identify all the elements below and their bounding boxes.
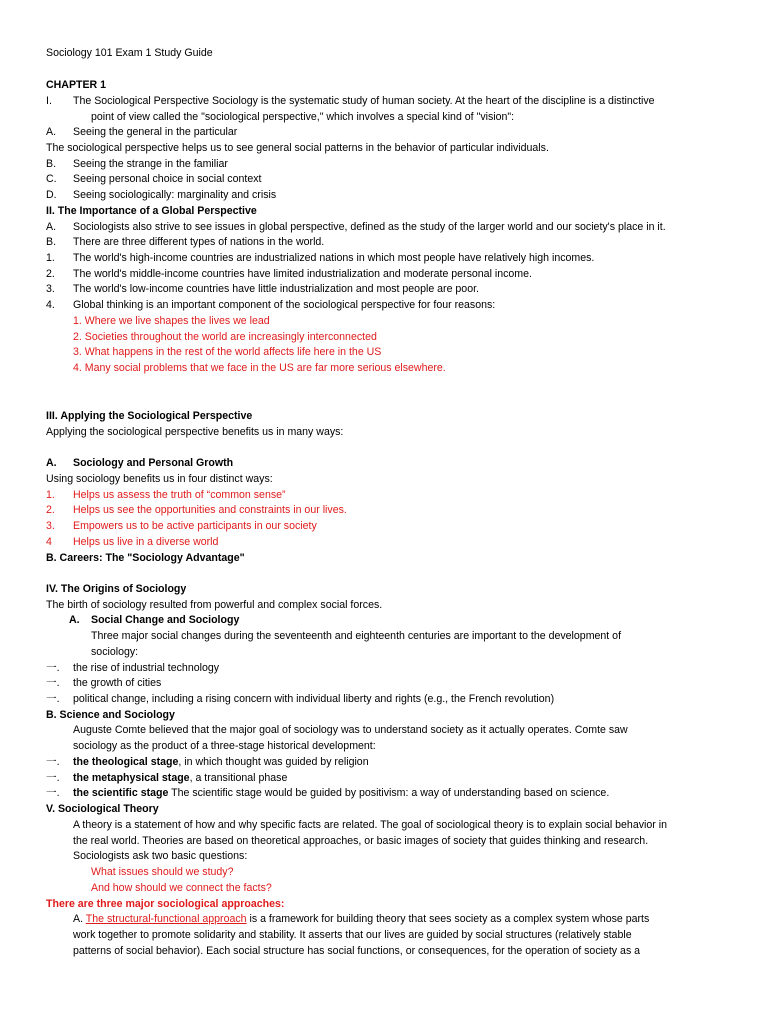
benefit-item xyxy=(46,519,732,535)
change-item xyxy=(46,692,732,708)
approaches-heading: There are three major sociological approaches: xyxy=(46,898,285,910)
section-4-intro: The birth of sociology resulted from powerful and complex social forces. xyxy=(46,599,383,611)
item-text: The world's middle-income countries have limited industrialization and moderate personal income. xyxy=(73,268,532,280)
careers-heading: B. Careers: The "Sociology Advantage" xyxy=(46,552,245,564)
stage-text: , in which thought was guided by religion xyxy=(178,756,369,768)
item-text: the rise of industrial technology xyxy=(73,662,220,674)
stage-item xyxy=(46,771,732,787)
list-marker: A. xyxy=(46,126,57,138)
item-text: Sociologists also strive to see issues in global perspective, defined as the study of the larger world and our society's place in it. xyxy=(73,221,666,233)
item-d-marginality xyxy=(46,188,732,204)
question-item: And how should we connect the facts? xyxy=(91,882,272,894)
list-marker: 4. xyxy=(46,299,55,311)
item-text: the growth of cities xyxy=(73,677,162,689)
list-marker: B. xyxy=(46,236,57,248)
stage-item xyxy=(46,755,732,771)
item-text: Seeing sociologically: marginality and crisis xyxy=(73,189,277,201)
stage-item xyxy=(46,786,732,802)
structural-functional-line-2: work together to promote solidarity and stability. It asserts that our lives are guided by social structures (relatively stable xyxy=(73,929,632,941)
list-marker: A. xyxy=(46,221,57,233)
list-marker: I. xyxy=(46,95,52,107)
list-marker: 3. xyxy=(46,283,55,295)
list-marker: A. xyxy=(46,457,57,469)
item-text: Seeing the strange in the familiar xyxy=(73,158,228,170)
item-a-general xyxy=(46,125,732,141)
list-marker: 2. xyxy=(46,504,55,516)
list-marker: 一. xyxy=(46,693,60,705)
stage-text: The scientific stage would be guided by positivism: a way of understanding based on science. xyxy=(168,787,610,799)
benefit-item xyxy=(46,535,732,551)
changes-text-1: Three major social changes during the seventeenth and eighteenth centuries are important to the development of xyxy=(91,630,622,642)
benefits-intro: Using sociology benefits us in four distinct ways: xyxy=(46,473,273,485)
theory-text-3: Sociologists ask two basic questions: xyxy=(73,850,248,862)
change-item xyxy=(46,661,732,677)
list-marker: 一. xyxy=(46,662,60,674)
section-1-text: The Sociological Perspective Sociology is the systematic study of human society. At the heart of the discipline is a distinctive xyxy=(73,95,655,107)
item-text: political change, including a rising concern with individual liberty and rights (e.g., the French revolution) xyxy=(73,693,555,705)
list-marker: 一. xyxy=(46,756,60,768)
section-2-heading: II. The Importance of a Global Perspective xyxy=(46,205,257,217)
change-item xyxy=(46,676,732,692)
document-title: Sociology 101 Exam 1 Study Guide xyxy=(46,47,213,59)
item-c-choice xyxy=(46,172,732,188)
list-marker: 1. xyxy=(46,489,55,501)
item-text: Seeing personal choice in social context xyxy=(73,173,262,185)
list-marker: 3. xyxy=(46,520,55,532)
list-marker: 2. xyxy=(46,268,55,280)
list-marker: 一. xyxy=(46,787,60,799)
structural-functional-text: is a framework for building theory that sees society as a complex system whose parts xyxy=(246,913,650,925)
general-patterns-text: The sociological perspective helps us to see general social patterns in the behavior of particular individuals. xyxy=(46,142,549,154)
item-1-high-income xyxy=(46,251,732,267)
section-1-line-2: point of view called the "sociological perspective," which involves a special kind of "vision": xyxy=(91,111,515,123)
list-marker: B. xyxy=(46,158,57,170)
item-text: There are three different types of nations in the world. xyxy=(73,236,325,248)
list-marker: 一. xyxy=(46,772,60,784)
reason-item: 4. Many social problems that we face in the US are far more serious elsewhere. xyxy=(73,362,446,374)
item-text: Seeing the general in the particular xyxy=(73,126,238,138)
list-marker: A. xyxy=(69,614,80,626)
section-1-line-1 xyxy=(46,94,732,110)
list-marker: D. xyxy=(46,189,57,201)
chapter-heading: CHAPTER 1 xyxy=(46,79,107,91)
item-b-nations xyxy=(46,235,732,251)
structural-functional-line-3: patterns of social behavior). Each social structure has social functions, or consequences, for the operation of society as a xyxy=(73,945,641,957)
theory-text-2: the real world. Theories are based on theoretical approaches, or basic images of society that guides thinking and research. xyxy=(73,835,649,847)
item-4-global-thinking xyxy=(46,298,732,314)
section-3-heading: III. Applying the Sociological Perspective xyxy=(46,410,253,422)
list-marker: 1. xyxy=(46,252,55,264)
item-b-strange xyxy=(46,157,732,173)
benefit-item xyxy=(46,503,732,519)
section-5-heading: V. Sociological Theory xyxy=(46,803,159,815)
changes-text-2: sociology: xyxy=(91,646,139,658)
item-text: The world's high-income countries are industrialized nations in which most people have relatively high incomes. xyxy=(73,252,595,264)
item-text: Social Change and Sociology xyxy=(91,614,240,626)
item-text: Helps us assess the truth of “common sense” xyxy=(73,489,286,501)
item-text: Sociology and Personal Growth xyxy=(73,457,234,469)
reason-item: 2. Societies throughout the world are increasingly interconnected xyxy=(73,331,377,343)
stage-name: the metaphysical stage xyxy=(73,772,190,784)
list-marker: C. xyxy=(46,173,57,185)
item-2-middle-income xyxy=(46,267,732,283)
item-a-global xyxy=(46,220,732,236)
comte-text-1: Auguste Comte believed that the major goal of sociology was to understand society as it actually operates. Comte saw xyxy=(73,724,628,736)
question-item: What issues should we study? xyxy=(91,866,234,878)
stage-name: the theological stage xyxy=(73,756,179,768)
item-text: Helps us see the opportunities and constraints in our lives. xyxy=(73,504,347,516)
item-3-low-income xyxy=(46,282,732,298)
list-marker: 一. xyxy=(46,677,60,689)
theory-text-1: A theory is a statement of how and why specific facts are related. The goal of sociological theory is to explain social behavior in xyxy=(73,819,667,831)
comte-text-2: sociology as the product of a three-stage historical development: xyxy=(73,740,376,752)
item-a-personal-growth xyxy=(46,456,732,472)
reason-item: 1. Where we live shapes the lives we lead xyxy=(73,315,270,327)
section-4-heading: IV. The Origins of Sociology xyxy=(46,583,187,595)
structural-functional-line-1 xyxy=(73,912,732,928)
structural-functional-link[interactable]: The structural-functional approach xyxy=(85,913,247,925)
item-text: Helps us live in a diverse world xyxy=(73,536,219,548)
item-text: The world's low-income countries have little industrialization and most people are poor. xyxy=(73,283,479,295)
stage-name: the scientific stage xyxy=(73,787,169,799)
item-text: Global thinking is an important component of the sociological perspective for four reasons: xyxy=(73,299,496,311)
science-heading: B. Science and Sociology xyxy=(46,709,175,721)
item-a-social-change xyxy=(69,613,732,629)
reason-item: 3. What happens in the rest of the world affects life here in the US xyxy=(73,346,382,358)
benefit-item xyxy=(46,488,732,504)
item-text: Empowers us to be active participants in our society xyxy=(73,520,317,532)
stage-text: , a transitional phase xyxy=(189,772,288,784)
section-3-intro: Applying the sociological perspective benefits us in many ways: xyxy=(46,426,344,438)
list-marker: A. xyxy=(73,913,84,925)
list-marker: 4 xyxy=(46,536,52,548)
